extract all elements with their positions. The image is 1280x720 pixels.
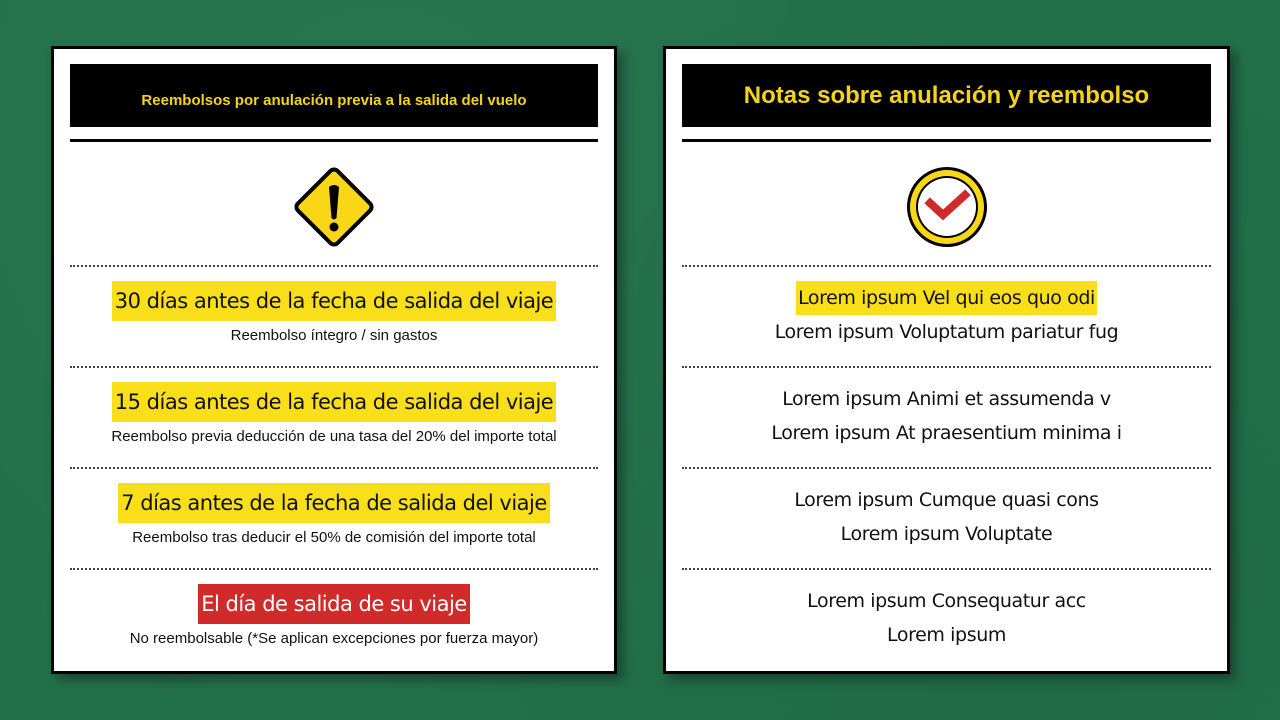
header-divider xyxy=(682,139,1211,142)
note-line-2: Lorem ipsum xyxy=(887,624,1006,646)
refund-row-title: 30 días antes de la fecha de salida del viaje xyxy=(112,281,556,321)
note-line-2: Lorem ipsum Voluptate xyxy=(840,523,1053,545)
panel-header xyxy=(70,64,598,127)
refund-row-title: 15 días antes de la fecha de salida del viaje xyxy=(112,382,556,422)
panel-header xyxy=(682,64,1211,127)
note-row xyxy=(682,568,1211,669)
panel-title: Notas sobre anulación y reembolso xyxy=(743,81,1150,109)
refund-row-subtitle: Reembolso íntegro / sin gastos xyxy=(230,327,438,344)
note-line-2: Lorem ipsum Voluptatum pariatur fug xyxy=(774,321,1119,343)
notes-rows xyxy=(682,265,1211,669)
note-row xyxy=(682,265,1211,366)
refund-policy-panel xyxy=(51,46,617,674)
notes-panel xyxy=(663,46,1230,674)
refund-row-subtitle: Reembolso tras deducir el 50% de comisión del importe total xyxy=(132,529,536,546)
refund-row-departure-day xyxy=(70,568,598,669)
note-row xyxy=(682,467,1211,568)
refund-row-7-days xyxy=(70,467,598,568)
refund-row-15-days xyxy=(70,366,598,467)
note-line-1: Lorem ipsum Cumque quasi cons xyxy=(794,489,1099,511)
note-line-1: Lorem ipsum Consequatur acc xyxy=(807,590,1086,612)
refund-row-subtitle: No reembolsable (*Se aplican excepciones por fuerza mayor) xyxy=(129,630,539,647)
note-line-2: Lorem ipsum At praesentium minima i xyxy=(771,422,1122,444)
note-line-1: Lorem ipsum Vel qui eos quo odi xyxy=(796,281,1097,315)
checkmark-circle-icon xyxy=(903,163,991,251)
warning-diamond-icon xyxy=(288,161,380,253)
note-row xyxy=(682,366,1211,467)
refund-row-30-days xyxy=(70,265,598,366)
refund-row-title: 7 días antes de la fecha de salida del viaje xyxy=(118,483,550,523)
panel-title: Reembolsos por anulación previa a la salida del vuelo xyxy=(141,92,527,109)
header-divider xyxy=(70,139,598,142)
note-line-1: Lorem ipsum Animi et assumenda v xyxy=(782,388,1111,410)
refund-rows xyxy=(70,265,598,669)
refund-row-title: El día de salida de su viaje xyxy=(198,584,470,624)
refund-row-subtitle: Reembolso previa deducción de una tasa del 20% del importe total xyxy=(111,428,557,445)
